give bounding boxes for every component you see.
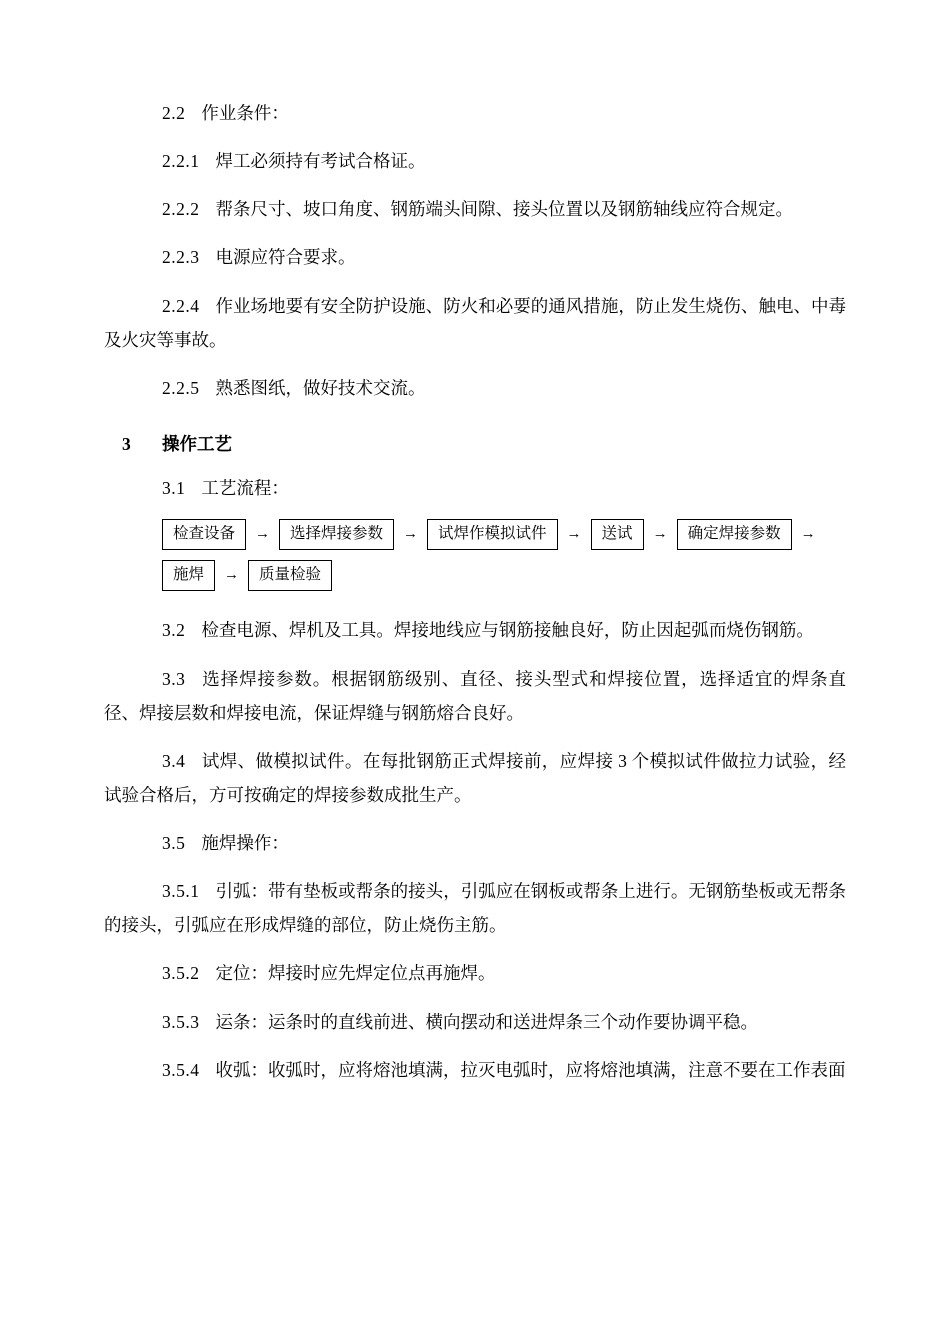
heading-text: 操作工艺 — [162, 433, 232, 454]
flow-arrow-icon: → — [652, 526, 668, 543]
paragraph-2-2-4 — [104, 289, 846, 357]
flow-step-select-parameters: 选择焊接参数 — [279, 519, 394, 550]
paragraph-number: 2.2.5 — [162, 377, 200, 398]
heading-number: 3 — [122, 433, 131, 454]
paragraph-3-5 — [104, 826, 846, 860]
paragraph-3-2 — [104, 613, 846, 647]
paragraph-text: 作业条件： — [201, 103, 289, 123]
paragraph-number: 2.2.4 — [162, 295, 200, 316]
paragraph-text: 帮条尺寸、坡口角度、钢筋端头间隙、接头位置以及钢筋轴线应符合规定。 — [215, 199, 793, 220]
flow-step-send-test: 送试 — [591, 519, 644, 550]
flow-arrow-icon: → — [566, 526, 582, 543]
paragraph-number: 2.2 — [162, 103, 186, 123]
paragraph-number: 3.5.3 — [162, 1011, 200, 1032]
flow-step-trial-weld-specimen: 试焊作模拟试件 — [427, 519, 558, 550]
paragraph-number: 3.1 — [162, 478, 186, 498]
paragraph-number: 3.5.2 — [162, 963, 200, 984]
paragraph-text: 定位：焊接时应先焊定位点再施焊。 — [215, 963, 496, 984]
paragraph-2-2-1 — [104, 144, 846, 178]
flow-arrow-icon: → — [403, 526, 419, 543]
paragraph-text: 工艺流程： — [201, 478, 289, 498]
paragraph-3-1 — [104, 471, 846, 505]
paragraph-text: 选择焊接参数。根据钢筋级别、直径、接头型式和焊接位置，选择适宜的焊条直径、焊接层数和焊接电流，保证焊缝与钢筋熔合良好。 — [104, 668, 846, 723]
paragraph-number: 3.5.4 — [162, 1059, 200, 1080]
process-flowchart — [104, 519, 846, 591]
paragraph-number: 2.2.1 — [162, 151, 200, 172]
paragraph-text: 施焊操作： — [201, 833, 289, 854]
paragraph-text: 检查电源、焊机及工具。焊接地线应与钢筋接触良好，防止因起弧而烧伤钢筋。 — [201, 620, 814, 641]
paragraph-2-2 — [104, 96, 846, 130]
paragraph-3-5-4 — [104, 1053, 846, 1087]
paragraph-2-2-5 — [104, 371, 846, 405]
paragraph-number: 3.2 — [162, 620, 186, 641]
flow-arrow-icon: → — [255, 526, 271, 543]
paragraph-number: 3.3 — [162, 668, 186, 689]
paragraph-3-3 — [104, 662, 846, 730]
flow-step-check-equipment: 检查设备 — [162, 519, 246, 550]
paragraph-text: 焊工必须持有考试合格证。 — [215, 151, 426, 172]
paragraph-number: 3.4 — [162, 750, 186, 771]
flowchart-row-1 — [162, 519, 846, 550]
paragraph-text: 熟悉图纸，做好技术交流。 — [215, 377, 426, 398]
paragraph-text: 引弧：带有垫板或帮条的接头，引弧应在钢板或帮条上进行。无钢筋垫板或无帮条的接头，引弧应在形成焊缝的部位，防止烧伤主筋。 — [104, 881, 846, 936]
paragraph-number: 2.2.3 — [162, 247, 200, 268]
paragraph-number: 3.5 — [162, 833, 186, 854]
flowchart-row-2 — [162, 560, 846, 591]
section-heading-3 — [104, 427, 846, 461]
flow-step-quality-inspection: 质量检验 — [248, 560, 332, 591]
paragraph-3-5-3 — [104, 1005, 846, 1039]
paragraph-text: 试焊、做模拟试件。在每批钢筋正式焊接前，应焊接 3 个模拟试件做拉力试验，经试验合格后，方可按确定的焊接参数成批生产。 — [104, 750, 846, 805]
flow-arrow-icon: → — [800, 526, 816, 543]
paragraph-text: 作业场地要有安全防护设施、防火和必要的通风措施，防止发生烧伤、触电、中毒及火灾等事故。 — [104, 295, 846, 350]
flow-step-confirm-parameters: 确定焊接参数 — [677, 519, 792, 550]
paragraph-3-4 — [104, 744, 846, 812]
flow-arrow-icon: → — [224, 567, 240, 584]
paragraph-3-5-2 — [104, 956, 846, 990]
paragraph-3-5-1 — [104, 874, 846, 942]
paragraph-2-2-3 — [104, 240, 846, 274]
paragraph-number: 2.2.2 — [162, 199, 200, 220]
paragraph-text: 收弧：收弧时，应将熔池填满，拉灭电弧时，应将熔池填满，注意不要在工作表面 — [215, 1059, 846, 1080]
paragraph-2-2-2 — [104, 192, 846, 226]
paragraph-text: 运条：运条时的直线前进、横向摆动和送进焊条三个动作要协调平稳。 — [215, 1011, 758, 1032]
flow-step-welding: 施焊 — [162, 560, 215, 591]
paragraph-text: 电源应符合要求。 — [215, 247, 356, 268]
paragraph-number: 3.5.1 — [162, 881, 200, 902]
